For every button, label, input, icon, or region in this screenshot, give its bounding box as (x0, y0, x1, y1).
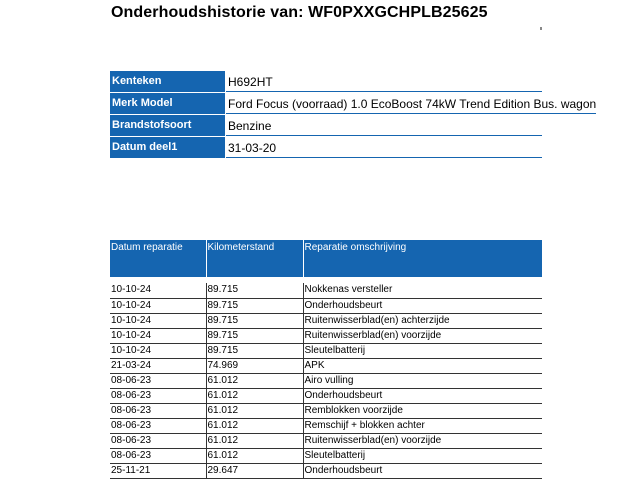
info-value-kenteken: H692HT (226, 71, 542, 92)
cell-kilometerstand: 89.715 (206, 328, 303, 343)
vehicle-info-table (110, 71, 597, 159)
header-datum-reparatie: Datum reparatie (110, 240, 206, 277)
cell-kilometerstand: 89.715 (206, 298, 303, 313)
table-row (110, 313, 542, 328)
vehicle-info-row (110, 71, 542, 93)
cell-kilometerstand: 29.647 (206, 463, 303, 478)
cell-date: 10-10-24 (110, 313, 206, 328)
cell-kilometerstand: 74.969 (206, 358, 303, 373)
cell-kilometerstand: 89.715 (206, 343, 303, 358)
cell-omschrijving: Onderhoudsbeurt (303, 298, 542, 313)
table-row (110, 373, 542, 388)
cell-kilometerstand: 89.715 (206, 283, 303, 298)
info-value-brandstofsoort: Benzine (226, 115, 542, 136)
header-kilometerstand: Kilometerstand (206, 240, 303, 277)
cell-date: 08-06-23 (110, 373, 206, 388)
cell-kilometerstand: 61.012 (206, 403, 303, 418)
table-row (110, 298, 542, 313)
cell-date: 10-10-24 (110, 298, 206, 313)
table-row (110, 433, 542, 448)
page-title: Onderhoudshistorie van: WF0PXXGCHPLB25625 (111, 4, 488, 21)
info-label-brandstofsoort: Brandstofsoort (110, 115, 226, 136)
cell-date: 08-06-23 (110, 448, 206, 463)
cell-omschrijving: Onderhoudsbeurt (303, 463, 542, 478)
page-edge-mark (540, 27, 542, 30)
table-row (110, 463, 542, 478)
cell-date: 08-06-23 (110, 433, 206, 448)
cell-omschrijving: Sleutelbatterij (303, 448, 542, 463)
cell-date: 10-10-24 (110, 343, 206, 358)
info-value-merk-model: Ford Focus (voorraad) 1.0 EcoBoost 74kW Trend Edition Bus. wagon (226, 93, 596, 114)
vehicle-info-row (110, 93, 597, 115)
cell-omschrijving: Nokkenas versteller (303, 283, 542, 298)
cell-date: 08-06-23 (110, 403, 206, 418)
cell-omschrijving: Onderhoudsbeurt (303, 388, 542, 403)
vehicle-info-row (110, 115, 542, 137)
table-body (110, 277, 542, 478)
cell-kilometerstand: 61.012 (206, 448, 303, 463)
cell-date: 10-10-24 (110, 283, 206, 298)
table-row (110, 283, 542, 298)
table-row (110, 343, 542, 358)
info-label-datum-deel1: Datum deel1 (110, 137, 226, 158)
cell-date: 25-11-21 (110, 463, 206, 478)
info-label-kenteken: Kenteken (110, 71, 226, 92)
info-label-merk-model: Merk Model (110, 93, 226, 114)
cell-kilometerstand: 61.012 (206, 388, 303, 403)
cell-omschrijving: APK (303, 358, 542, 373)
cell-date: 08-06-23 (110, 418, 206, 433)
cell-omschrijving: Remblokken voorzijde (303, 403, 542, 418)
header-reparatie-omschrijving: Reparatie omschrijving (303, 240, 542, 277)
table-row (110, 448, 542, 463)
table-row (110, 328, 542, 343)
cell-omschrijving: Ruitenwisserblad(en) voorzijde (303, 433, 542, 448)
table-row (110, 388, 542, 403)
cell-omschrijving: Remschijf + blokken achter (303, 418, 542, 433)
cell-kilometerstand: 61.012 (206, 433, 303, 448)
repair-history-table (110, 240, 542, 479)
cell-kilometerstand: 89.715 (206, 313, 303, 328)
vehicle-info-row (110, 137, 542, 159)
table-row (110, 358, 542, 373)
table-row (110, 403, 542, 418)
cell-kilometerstand: 61.012 (206, 418, 303, 433)
table-header-row (110, 240, 542, 277)
info-value-datum-deel1: 31-03-20 (226, 137, 542, 158)
cell-date: 08-06-23 (110, 388, 206, 403)
cell-date: 21-03-24 (110, 358, 206, 373)
cell-omschrijving: Airo vulling (303, 373, 542, 388)
cell-kilometerstand: 61.012 (206, 373, 303, 388)
cell-omschrijving: Ruitenwisserblad(en) voorzijde (303, 328, 542, 343)
table-row (110, 418, 542, 433)
cell-omschrijving: Ruitenwisserblad(en) achterzijde (303, 313, 542, 328)
cell-omschrijving: Sleutelbatterij (303, 343, 542, 358)
cell-date: 10-10-24 (110, 328, 206, 343)
